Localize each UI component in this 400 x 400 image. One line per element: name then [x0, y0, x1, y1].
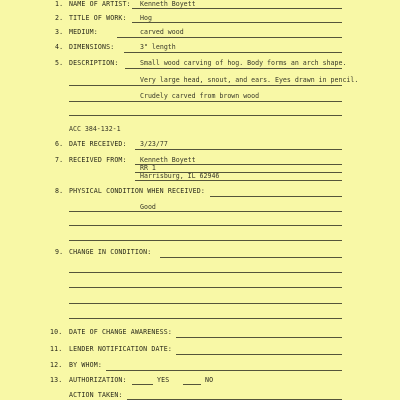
by-whom-label: BY WHOM: — [69, 361, 102, 369]
field-7-number: 7. — [55, 156, 64, 164]
lender-notification-label: LENDER NOTIFICATION DATE: — [69, 345, 172, 353]
field-4-number: 4. — [55, 43, 64, 51]
change-rule-5 — [69, 318, 342, 319]
change-rule-4 — [69, 303, 342, 304]
field-3-number: 3. — [55, 28, 64, 36]
field-5-number: 5. — [55, 59, 64, 67]
received-from-line-1: Kenneth Boyett — [140, 156, 196, 164]
field-13-number: 13. — [50, 376, 63, 384]
field-1-number: 1. — [55, 0, 64, 8]
dimensions-label: DIMENSIONS: — [69, 43, 115, 51]
description-rule-2 — [69, 85, 342, 86]
title-of-work-label: TITLE OF WORK: — [69, 14, 127, 22]
authorization-no-blank — [183, 384, 201, 385]
change-rule-2 — [69, 272, 342, 273]
medium-label: MEDIUM: — [69, 28, 98, 36]
received-from-line-2: RR 1 — [140, 164, 156, 172]
authorization-label: AUTHORIZATION: — [69, 376, 127, 384]
change-rule-1 — [160, 257, 342, 258]
description-rule-3 — [69, 101, 342, 102]
artist-name-value: Kenneth Boyett — [140, 0, 196, 8]
description-label: DESCRIPTION: — [69, 59, 119, 67]
date-received-value: 3/23/77 — [140, 140, 168, 148]
condition-received-rule-3 — [69, 225, 342, 226]
condition-received-rule-2 — [69, 211, 342, 212]
action-taken-label: ACTION TAKEN: — [69, 391, 123, 399]
description-rule-4 — [69, 115, 342, 116]
description-line-3: Crudely carved from brown wood — [140, 92, 260, 100]
authorization-yes-blank — [132, 384, 153, 385]
field-12-number: 12. — [50, 361, 63, 369]
description-line-1: Small wood carving of hog. Body forms an arch shape. — [140, 59, 347, 67]
condition-received-value: Good — [140, 203, 156, 211]
medium-line — [117, 37, 342, 38]
change-in-condition-label: CHANGE IN CONDITION: — [69, 248, 152, 256]
title-of-work-value: Hog — [140, 14, 152, 22]
received-from-label: RECEIVED FROM: — [69, 156, 127, 164]
lender-notification-line — [176, 354, 342, 355]
by-whom-line — [106, 370, 342, 371]
received-from-line-3: Harrisburg, IL 62946 — [140, 172, 220, 180]
condition-received-rule-1 — [210, 196, 342, 197]
title-of-work-line — [132, 22, 342, 23]
date-received-line — [135, 149, 342, 150]
field-10-number: 10. — [50, 328, 63, 336]
artist-name-line — [132, 8, 342, 9]
medium-value: carved wood — [140, 28, 184, 36]
authorization-no-label: NO — [205, 376, 214, 384]
date-change-awareness-line — [176, 337, 342, 338]
received-from-rule-1 — [135, 164, 342, 165]
field-9-number: 9. — [55, 248, 64, 256]
date-received-label: DATE RECEIVED: — [69, 140, 127, 148]
description-line-2: Very large head, snout, and ears. Eyes drawn in pencil. — [140, 76, 359, 84]
field-6-number: 6. — [55, 140, 64, 148]
change-rule-3 — [69, 287, 342, 288]
dimensions-value: 3" length — [140, 43, 176, 51]
date-change-awareness-label: DATE OF CHANGE AWARENESS: — [69, 328, 172, 336]
dimensions-line — [124, 52, 342, 53]
description-rule-1 — [125, 68, 342, 69]
condition-received-label: PHYSICAL CONDITION WHEN RECEIVED: — [69, 187, 205, 195]
field-2-number: 2. — [55, 14, 64, 22]
received-from-rule-3 — [135, 180, 342, 181]
field-8-number: 8. — [55, 187, 64, 195]
accession-number: ACC 384-132-1 — [69, 125, 121, 133]
field-11-number: 11. — [50, 345, 63, 353]
authorization-yes-label: YES — [157, 376, 170, 384]
artist-name-label: NAME OF ARTIST: — [69, 0, 131, 8]
condition-received-rule-4 — [69, 240, 342, 241]
